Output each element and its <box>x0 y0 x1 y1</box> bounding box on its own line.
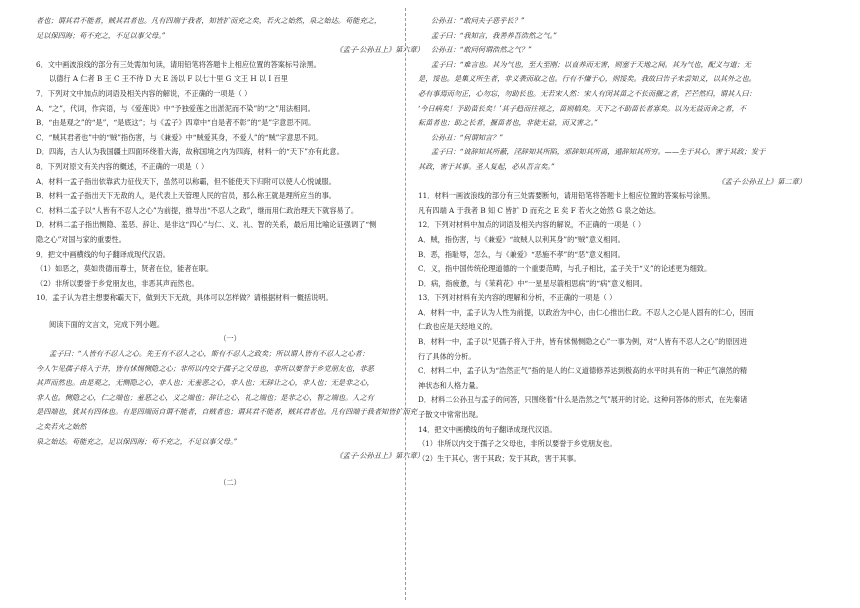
question-6-options: 以德行 A 仁者 B 王 C 王不待 D 大 E 汤以 F 以七十里 G 文王 H 以 I 百里 <box>49 74 288 84</box>
q13-option-d: D．材料二公孙丑与孟子的问答，只围绕着“什么是浩然之气”展开的讨论。这种问答体的形式，在先秦诸 <box>418 395 748 405</box>
top-quote-line-2: 足以保四海；苟不充之，不足以事父母。” <box>36 30 166 40</box>
q12-option-a: A．贼，指伤害，与《兼爱》“故贼人以利其身”的“贼”意义相同。 <box>418 234 625 244</box>
q8-option-b: B．材料一孟子指出天下无敌的人，是代表上天管理人民的官员，那么称王就是理所应当的事。 <box>36 191 336 201</box>
dialog-line-1: 公孙丑：“敢问夫子恶乎长？” <box>431 16 525 25</box>
q8-option-a: A．材料一孟子指出依靠武力征伐天下，虽然可以称霸，但不能使天下归附可以使人心悦诚服。 <box>36 176 336 186</box>
question-13: 13．下列对材料有关内容的理解和分析，不正确的一项是（ ） <box>418 293 617 303</box>
q8-option-d: D．材料二孟子指出恻隐、羞恶、辞让、是非这“四心”与仁、义、礼、智的关系，最后用比喻论证强调了“恻 <box>36 220 377 230</box>
q14-item-1: （1）非所以内交于孺子之父母也，非所以要誉于乡党朋友也。 <box>418 439 617 449</box>
q7-option-b: B．“由是观之”的“是”，“是底这”；与《孟子》四章中“自是者不彰”的“是”字意思不同。 <box>36 118 316 128</box>
dialog-line-10: 孟子曰：“诐辞知其所蔽，淫辞知其所陷，邪辞知其所离，遁辞知其所穷。——生于其心，害于其政；发于 <box>431 147 766 157</box>
left-column <box>36 14 424 490</box>
source-citation-2: 《孟子·公孙丑上》第六章） <box>335 451 424 461</box>
dialog-line-9: 公孙丑：“何谓知言？” <box>431 132 504 142</box>
question-12: 12．下列对材料中加点的词语及相关内容的解说，不正确的一项是（ ） <box>418 220 646 230</box>
dialog-line-7: ‘今日病矣！予助苗长矣！’其子趋而往视之，苗则槁矣。天下之不助苗长者寡矣。以为无益而舍之者，不 <box>418 103 747 113</box>
passage-line-1: 孟子曰：“人皆有不忍人之心。先王有不忍人之心，斯有不忍人之政矣；所以谓人皆有不忍人之心者： <box>49 349 369 359</box>
dialog-line-11: 其政，害于其事。圣人复起，必从吾言矣。” <box>418 161 555 171</box>
q14-item-2: （2）生于其心，害于其政；发于其政，害于其事。 <box>418 453 581 463</box>
q8-option-c: C．材料二孟子以“人皆有不忍人之心”为前提，推导出“不忍人之政”，继而用仁政治理天下就容易了。 <box>36 205 359 215</box>
q7-option-a: A．“之”，代词，作宾语，与《爱莲说》中“予独爱莲之出淤泥而不染”的“之”用法相同。 <box>36 103 315 113</box>
dialog-line-2: 孟子曰：“我知言，我善养吾浩然之气。” <box>431 30 557 40</box>
question-10: 10．孟子认为君主想要称霸天下，做到天下无敌，具体可以怎样做？请根据材料一概括说明。 <box>36 293 333 303</box>
q13-option-d-cont: 子散文中常常出现。 <box>418 410 483 420</box>
question-7: 7．下列对文中加点的词语及相关内容的解说，不正确的一项是（ ） <box>36 88 252 98</box>
q12-option-b: B．恶，指耻辱，怎么，与《兼爱》“恶施不孝”的“恶”意义相同。 <box>418 249 625 259</box>
passage-line-2: 今人乍见孺子将入于井，皆有怵惕恻隐之心；非所以内交于孺子之父母也，非所以要誉于乡党朋友也，非恶 <box>36 363 374 373</box>
dialog-line-4: 孟子曰：“难言也。其为气也，至大至刚；以直养而无害，则塞于天地之间。其为气也，配义与道；无 <box>431 59 751 69</box>
passage-line-3: 其声而然也。由是观之，无恻隐之心，非人也；无羞恶之心，非人也；无辞让之心，非人也；无是非之心， <box>36 378 374 388</box>
part-one-heading: （一） <box>219 334 241 344</box>
question-6: 6．文中画波浪线的部分有三处需加句读，请用铅笔将答题卡上相应位置的答案标号涂黑。 <box>36 59 321 69</box>
passage-line-6: 泉之始达。苟能充之，足以保四海；苟不充之，不足以事父母。” <box>36 436 238 446</box>
q13-option-a-cont: 仁政也应是天经地义的。 <box>418 322 498 332</box>
q13-option-b: B．材料一中，孟子以“见孺子将入于井，皆有怵惕恻隐之心”一事为例，对“人皆有不忍人之心”的原因进 <box>418 337 748 347</box>
part-two-heading: （二） <box>219 477 241 487</box>
right-column <box>418 14 806 466</box>
dialog-line-3: 公孙丑：“敢问何谓浩然之气？” <box>431 45 532 55</box>
reading-instruction: 阅读下面的文言文，完成下列小题。 <box>49 319 165 329</box>
q12-option-c: C．义，指中国传统伦理道德的一个重要范畴，与孔子相比，孟子关于“义”的论述更为细致。 <box>418 264 712 274</box>
top-quote-line-1: 者也；谓其君不能者，贼其君者也。凡有四端于我者，知皆扩而充之矣，若火之始然，泉之始达。苟能充之， <box>36 16 382 25</box>
q9-item-2: （2）非所以要誉于乡党朋友也，非恶其声而然也。 <box>36 278 199 288</box>
q13-option-a: A．材料一中，孟子认为人性为前提，以政治为中心，由仁心推出仁政。不忍人之心是人固有的仁心，因而 <box>418 307 754 317</box>
q13-option-b-cont: 行了具体的分析。 <box>418 351 476 361</box>
q7-option-d: D．四海，古人认为我国疆土四面环绕着大海，故称国境之内为四海，材料一的“天下”亦有此意。 <box>36 147 344 157</box>
q13-option-c-cont: 神状态和人格力量。 <box>418 380 483 390</box>
q7-option-c: C．“贼其君者也”中的“贼”指伤害，与《兼爱》中“贼爱其身，不爱人”的“贼”字意思不同。 <box>36 132 323 142</box>
source-citation-3: 《孟子·公孙丑上》第二章） <box>717 176 806 186</box>
q8-option-d-cont: 隐之心”对国与家的重要性。 <box>36 234 126 244</box>
q9-item-1: （1）如恶之，莫如贵德而尊士，贤者在位，能者在职。 <box>36 264 214 274</box>
question-8: 8．下列对原文有关内容的概述，不正确的一项是（ ） <box>36 161 209 171</box>
question-9: 9．把文中画横线的句子翻译成现代汉语。 <box>36 249 170 259</box>
dialog-line-5: 是，馁也。是集义所生者，非义袭而取之也。行有不慊于心，则馁矣。我故曰告子未尝知义，以其外之也。 <box>418 74 756 84</box>
question-11: 11．材料一画波浪线的部分有三处需要断句，请用铅笔将答题卡上相应位置的答案标号涂黑。 <box>418 191 715 201</box>
q12-option-d: D．病，指疲惫，与《茉莉花》中“一星星尽箭相思病”的“病”意义相同。 <box>418 278 647 288</box>
passage-line-5: 是四端也，犹其有四体也。有是四端而自谓不能者，自贼者也；谓其君不能者，贼其君者也。凡有四端于我者知皆扩而充之矣若火之始然 <box>36 407 417 432</box>
source-citation-1: 《孟子·公孙丑上》第六章） <box>335 45 424 55</box>
question-14: 14．把文中画横线的句子翻译成现代汉语。 <box>418 424 557 434</box>
question-11-options: 凡有四端 A 于我者 B 知 C 皆扩 D 而充之 E 矣 F 若火之始然 G 泉之始达。 <box>418 205 661 215</box>
q13-option-c: C．材料二中，孟子认为“浩然正气”指的是人的仁义道德修养达到极高的水平时具有的一种正气凛然的精 <box>418 366 748 376</box>
dialog-line-8: 耘苗者也；助之长者，揠苗者也，非徒无益，而又害之。” <box>418 118 598 128</box>
passage-line-4: 非人也。恻隐之心，仁之端也；羞恶之心，义之端也；辞让之心，礼之端也；是非之心，智之端也。人之有 <box>36 392 374 402</box>
dialog-line-6: 必有事焉而勿正，心勿忘，勿助长也。无若宋人然：宋人有闵其苗之不长而揠之者，芒芒然归，谓其人曰： <box>418 88 756 98</box>
